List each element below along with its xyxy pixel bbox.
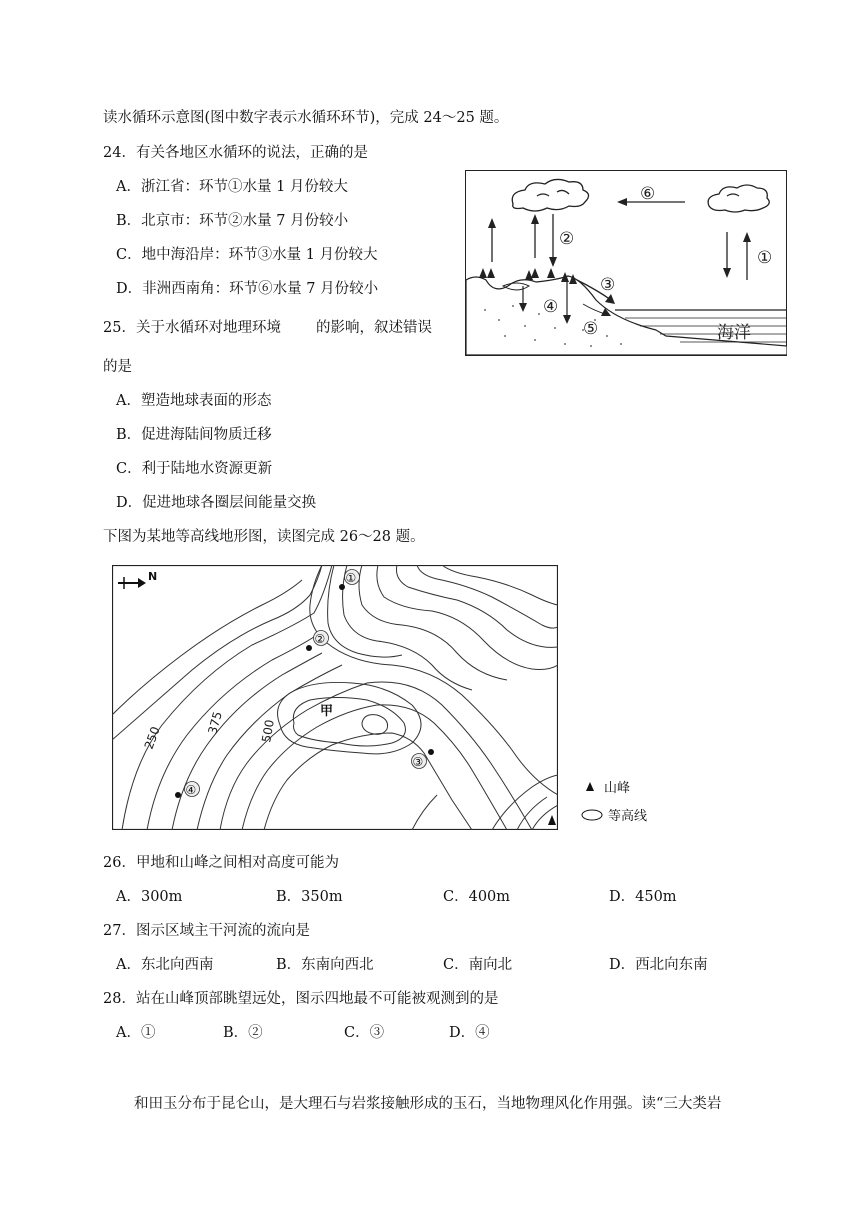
contour-map [112, 565, 558, 830]
point-1-label: ① [345, 571, 357, 585]
contour-label-375: 375 [205, 710, 225, 736]
question-28-stem: 28．站在山峰顶部眺望远处，图示四地最不可能被观测到的是 [103, 991, 499, 1007]
label-6: ⑥ [640, 184, 656, 204]
contour-label-500: 500 [259, 718, 277, 744]
q24-option-d: D．非洲西南角：环节⑥水量 7 月份较小 [116, 281, 379, 297]
q28-option-a: A．① [116, 1025, 156, 1041]
intro-water-cycle: 读水循环示意图(图中数字表示水循环环节)，完成 24～25 题。 [103, 110, 509, 126]
legend-peak-label: 山峰 [604, 781, 631, 796]
q28-option-c: C．③ [344, 1025, 385, 1041]
water-cycle-diagram [465, 170, 787, 356]
label-4: ④ [543, 297, 559, 317]
point-1-marker [339, 584, 345, 590]
question-25-stem-part1: 25．关于水循环对地理环境 [103, 320, 281, 336]
q26-option-c: C．400m [443, 889, 511, 905]
q26-option-d: D．450m [609, 889, 677, 905]
q26-option-b: B．350m [276, 889, 343, 905]
question-24-stem: 24．有关各地区水循环的说法，正确的是 [103, 145, 368, 161]
intro-contour-map: 下图为某地等高线地形图，读图完成 26～28 题。 [103, 529, 425, 545]
q25-option-c: C．利于陆地水资源更新 [116, 461, 273, 477]
point-4-marker [175, 792, 181, 798]
label-2: ② [559, 229, 575, 249]
place-jia: 甲 [320, 704, 334, 719]
label-5: ⑤ [583, 319, 599, 339]
point-2-marker [306, 645, 312, 651]
q25-option-b: B．促进海陆间物质迁移 [116, 427, 272, 443]
q26-option-a: A．300m [116, 889, 183, 905]
question-25-stem-part2: 的影响，叙述错误 [316, 320, 432, 336]
ocean-label: 海洋 [717, 323, 751, 343]
q25-option-a: A．塑造地球表面的形态 [116, 393, 272, 409]
north-label: N [148, 570, 158, 583]
label-3: ③ [600, 275, 616, 295]
jade-paragraph: 和田玉分布于昆仑山，是大理石与岩浆接触形成的玉石，当地物理风化作用强。读“三大类岩 [134, 1096, 722, 1112]
point-3-label: ③ [412, 755, 424, 769]
legend-peak-icon [586, 782, 594, 791]
label-1: ① [757, 248, 773, 268]
q24-option-b: B．北京市：环节②水量 7 月份较小 [116, 213, 349, 229]
legend-contour-label: 等高线 [608, 809, 648, 824]
q25-option-d: D．促进地球各圈层间能量交换 [116, 495, 317, 511]
legend-contour-icon [582, 810, 602, 820]
q27-option-d: D．西北向东南 [609, 957, 708, 973]
question-27-stem: 27．图示区域主干河流的流向是 [103, 923, 310, 939]
question-25-stem-cont: 的是 [103, 359, 132, 375]
contour-label-250: 250 [141, 724, 163, 752]
q24-option-c: C．地中海沿岸：环节③水量 1 月份较大 [116, 247, 378, 263]
point-4-label: ④ [185, 783, 197, 797]
question-26-stem: 26．甲地和山峰之间相对高度可能为 [103, 855, 339, 871]
point-2-label: ② [314, 632, 326, 646]
point-3-marker [428, 749, 434, 755]
q27-option-b: B．东南向西北 [276, 957, 374, 973]
q28-option-d: D．④ [449, 1025, 490, 1041]
q27-option-a: A．东北向西南 [116, 957, 214, 973]
q28-option-b: B．② [223, 1025, 263, 1041]
q27-option-c: C．南向北 [443, 957, 513, 973]
q24-option-a: A．浙江省：环节①水量 1 月份较大 [116, 179, 348, 195]
map-legend [580, 775, 680, 830]
